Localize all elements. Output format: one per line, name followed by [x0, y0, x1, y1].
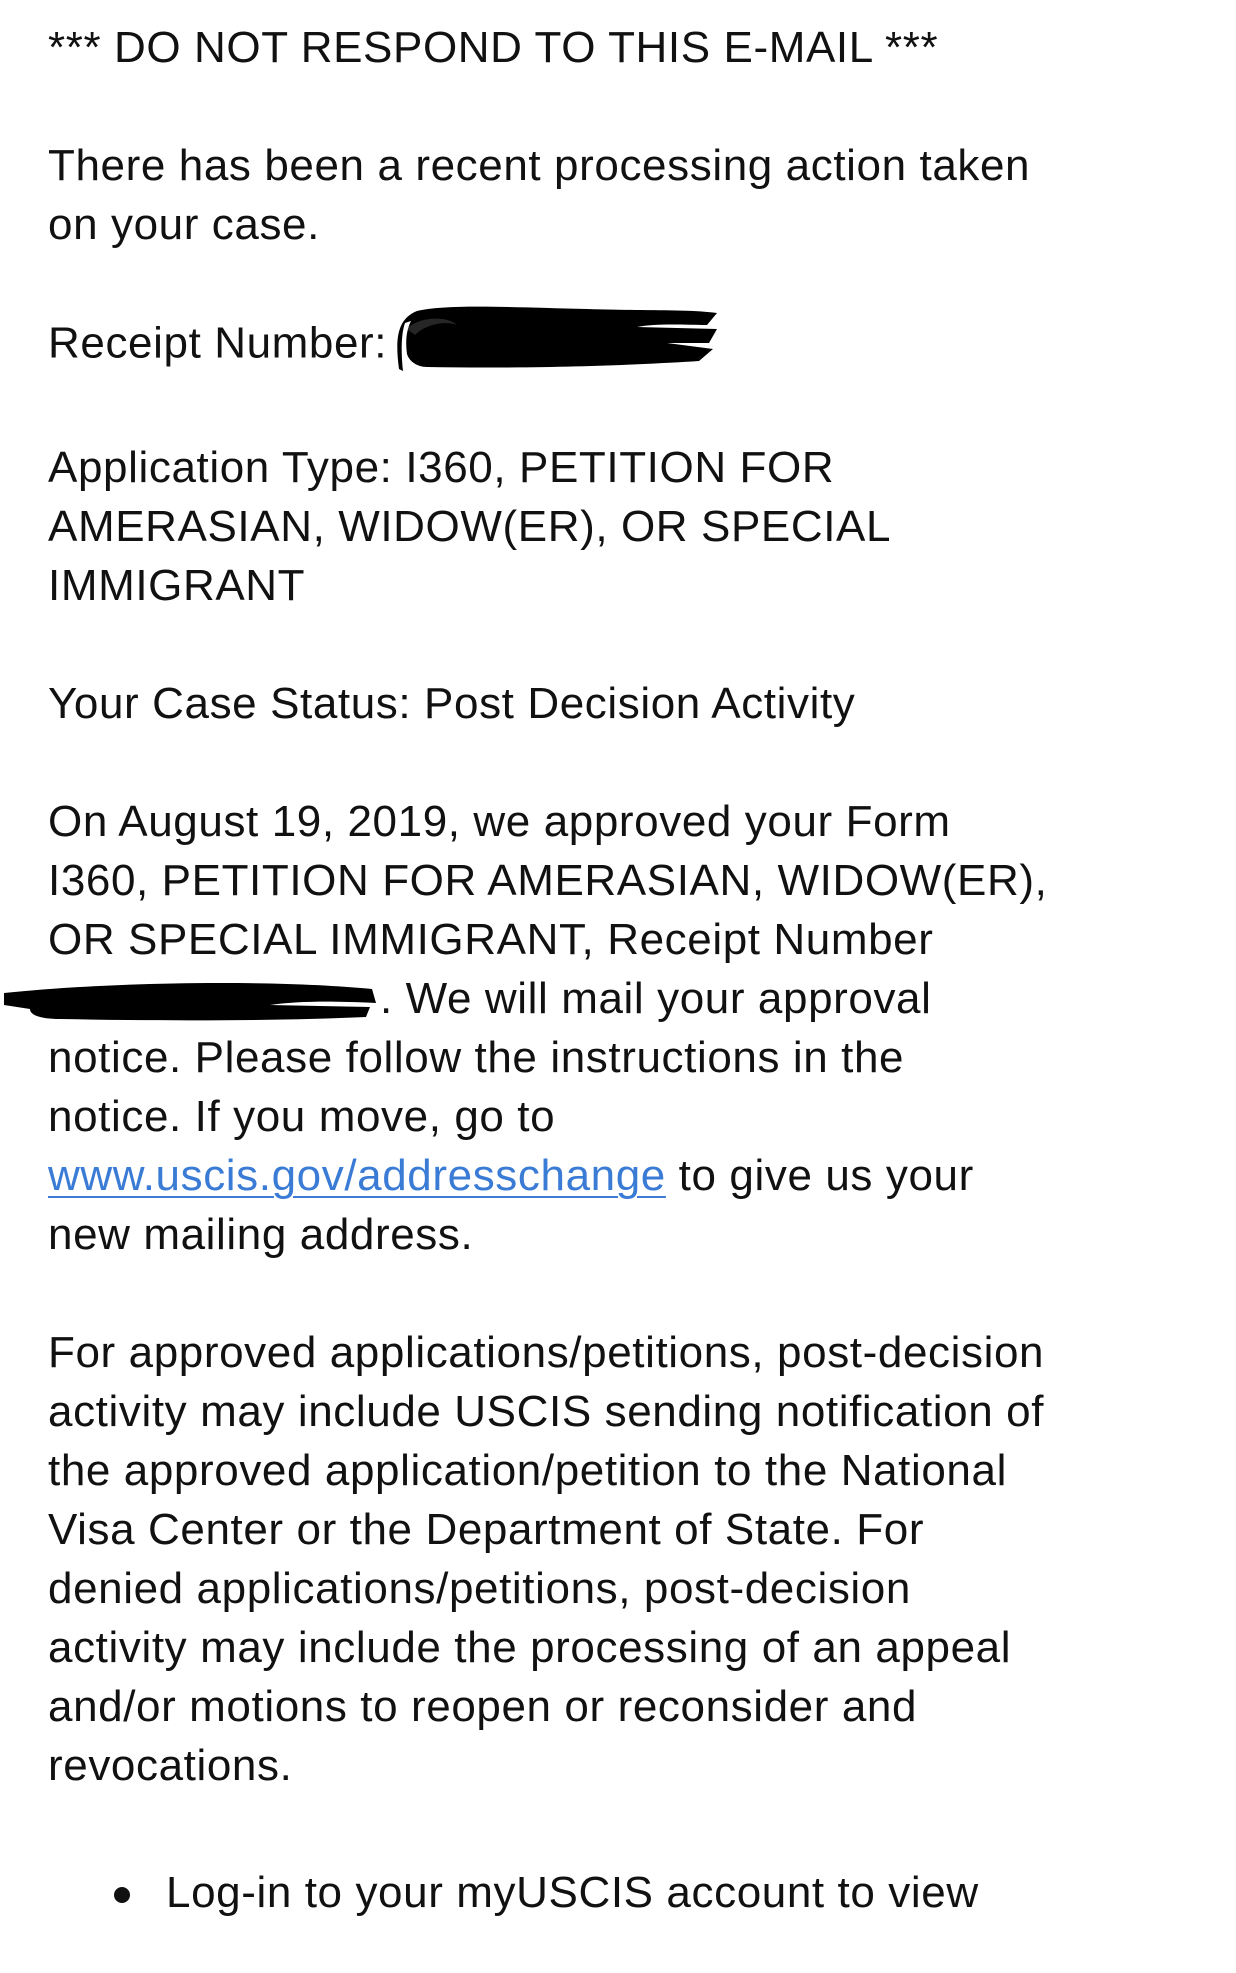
application-type-line: Application Type: I360, PETITION FOR: [48, 443, 835, 492]
application-type-line: IMMIGRANT: [48, 561, 306, 610]
approval-line: OR SPECIAL IMMIGRANT, Receipt Number: [48, 915, 934, 964]
do-not-respond-notice: [48, 18, 1198, 77]
approval-after-redaction: . We will mail your approval: [380, 974, 932, 1023]
post-decision-line: and/or motions to reopen or reconsider and: [48, 1682, 918, 1731]
post-decision-line: denied applications/petitions, post-decision: [48, 1564, 911, 1613]
bullet-icon: [114, 1887, 130, 1903]
redaction-scribble: [0, 969, 380, 1025]
address-change-link[interactable]: www.uscis.gov/addresschange: [48, 1151, 666, 1200]
approval-line-with-link: [48, 1146, 1198, 1205]
intro-paragraph: [48, 136, 1198, 254]
approval-line: new mailing address.: [48, 1210, 474, 1259]
approval-line-redacted: [48, 969, 1198, 1028]
receipt-number-line: [48, 313, 1198, 379]
post-decision-paragraph: [48, 1323, 1198, 1795]
approval-line: On August 19, 2019, we approved your Form: [48, 797, 951, 846]
post-decision-line: activity may include the processing of an appeal: [48, 1623, 1012, 1672]
post-decision-line: activity may include USCIS sending notification of: [48, 1387, 1045, 1436]
approval-line: notice. If you move, go to: [48, 1092, 556, 1141]
case-status-text: Your Case Status: Post Decision Activity: [48, 679, 856, 728]
post-decision-line: the approved application/petition to the National: [48, 1446, 1007, 1495]
list-item: [48, 1863, 1198, 1922]
case-status-paragraph: [48, 674, 1198, 733]
approval-paragraph: [48, 792, 1198, 1264]
receipt-number-paragraph: [48, 313, 1198, 379]
intro-line: There has been a recent processing action taken: [48, 141, 1031, 190]
list-item-text: Log-in to your myUSCIS account to view: [166, 1868, 979, 1917]
post-decision-line: For approved applications/petitions, post-decision: [48, 1328, 1045, 1377]
post-decision-line: Visa Center or the Department of State. For: [48, 1505, 925, 1554]
bullet-list: [48, 1863, 1198, 1922]
intro-line: on your case.: [48, 200, 320, 249]
application-type-paragraph: [48, 438, 1198, 615]
approval-line: I360, PETITION FOR AMERASIAN, WIDOW(ER),: [48, 856, 1048, 905]
receipt-number-label: Receipt Number:: [48, 318, 388, 368]
approval-after-link: to give us your: [665, 1151, 974, 1200]
redaction-scribble: [387, 299, 732, 379]
post-decision-line: revocations.: [48, 1741, 293, 1790]
application-type-line: AMERASIAN, WIDOW(ER), OR SPECIAL: [48, 502, 892, 551]
approval-line: notice. Please follow the instructions in the: [48, 1033, 905, 1082]
email-body: [48, 18, 1198, 1922]
notice-text: *** DO NOT RESPOND TO THIS E-MAIL ***: [48, 23, 939, 72]
